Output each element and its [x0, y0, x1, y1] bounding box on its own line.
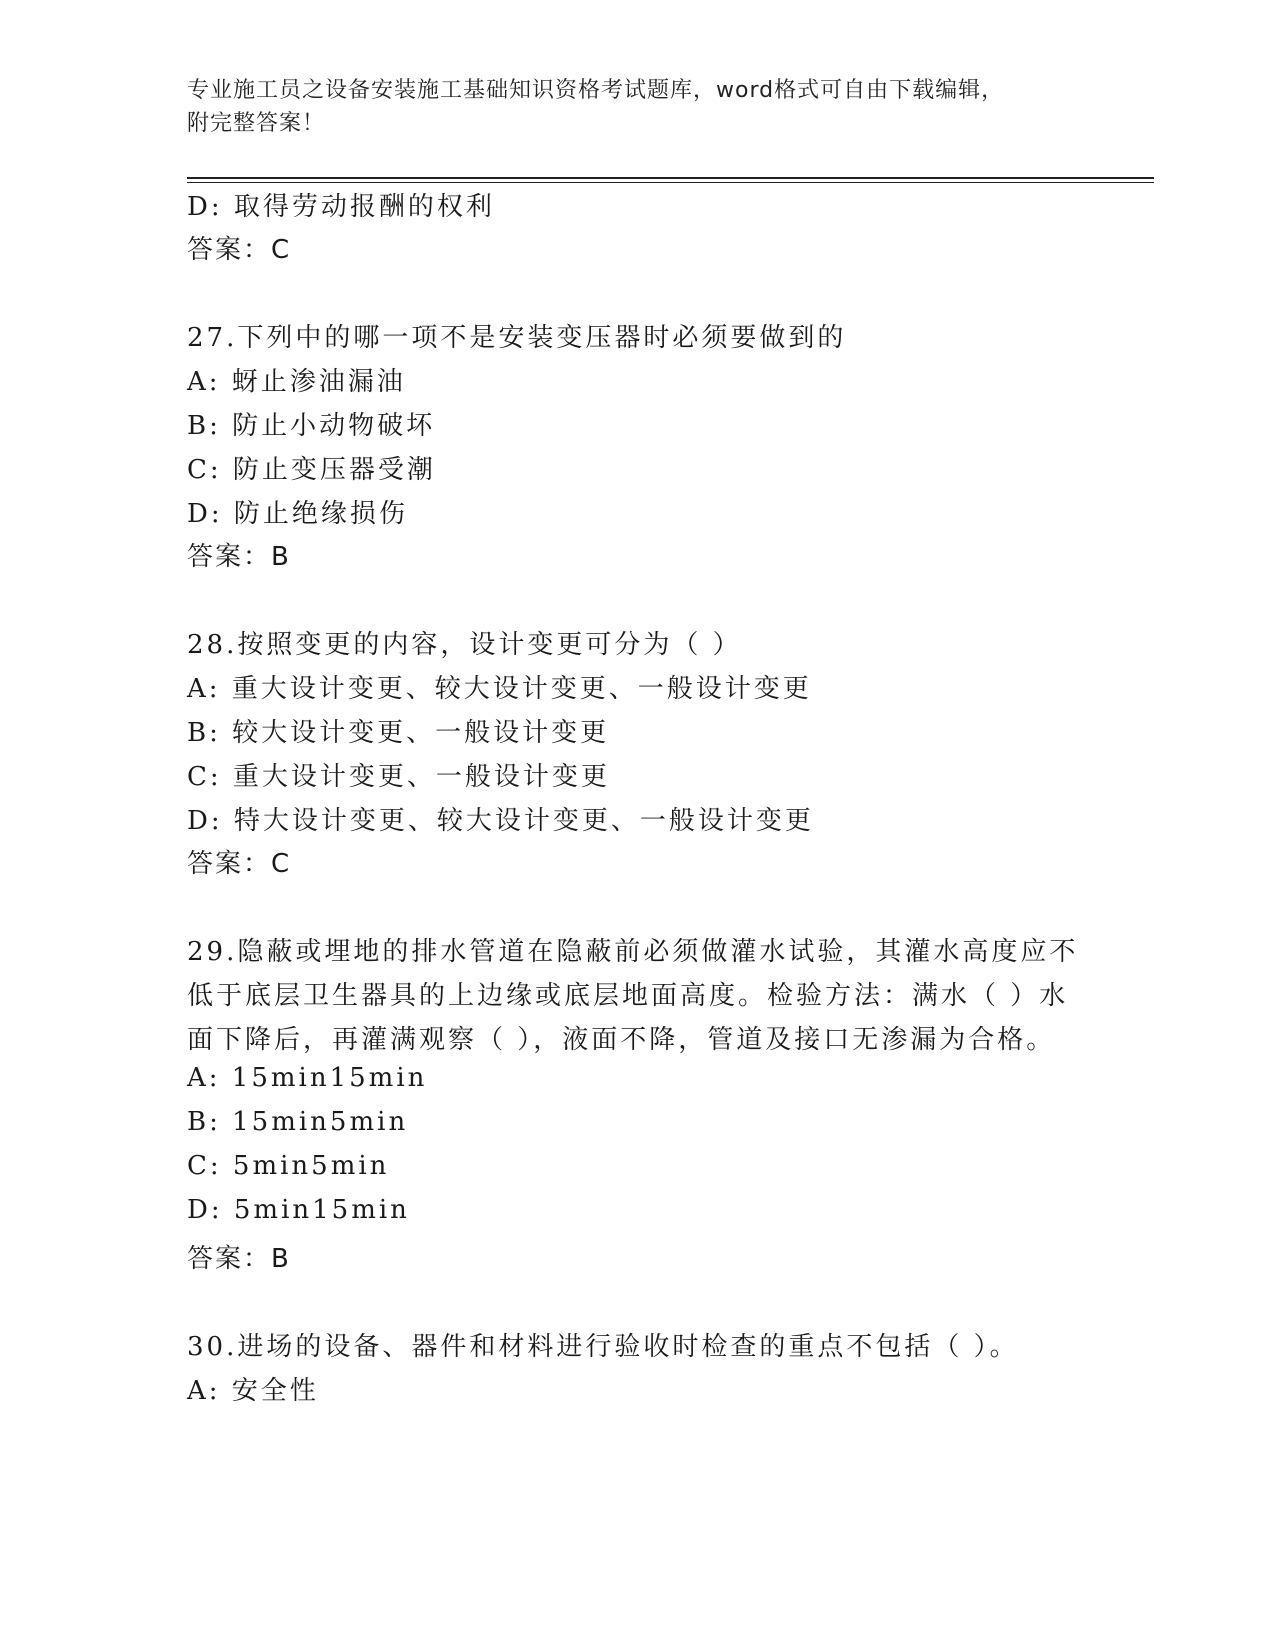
q28-option-a: A: 重大设计变更、较大设计变更、一般设计变更	[187, 674, 812, 704]
q28-option-b: B: 较大设计变更、一般设计变更	[187, 718, 610, 748]
q27-option-c: C: 防止变压器受潮	[187, 455, 436, 485]
document-header	[187, 74, 1087, 140]
q29-option-d: D: 5min15min	[187, 1195, 410, 1225]
header-divider-thick	[187, 177, 1154, 179]
q30-option-a: A: 安全性	[187, 1376, 319, 1406]
q28-option-c: C: 重大设计变更、一般设计变更	[187, 762, 610, 792]
q30-question: 30.进场的设备、器件和材料进行验收时检查的重点不包括（ ）。	[187, 1332, 1019, 1362]
q27-option-d: D: 防止绝缘损伤	[187, 499, 408, 529]
q27-option-b: B: 防止小动物破坏	[187, 411, 436, 441]
q28-question: 28.按照变更的内容，设计变更可分为（ ）	[187, 630, 742, 660]
q29-question-line-3: 面下降后，再灌满观察（ ），液面不降，管道及接口无渗漏为合格。	[187, 1025, 1056, 1055]
q28-answer: 答案：C	[187, 849, 292, 879]
q29-option-b: B: 15min5min	[187, 1107, 409, 1137]
q27-question: 27.下列中的哪一项不是安装变压器时必须要做到的	[187, 323, 847, 353]
q27-option-a: A: 蚜止渗油漏油	[187, 367, 406, 397]
header-divider-thin	[187, 182, 1154, 183]
header-line-2: 附完整答案！	[187, 111, 326, 136]
header-line-1: 专业施工员之设备安装施工基础知识资格考试题库，word格式可自由下载编辑，	[187, 78, 1005, 103]
q29-option-a: A: 15min15min	[187, 1063, 428, 1093]
q29-question-line-1: 29.隐蔽或埋地的排水管道在隐蔽前必须做灌水试验，其灌水高度应不	[187, 937, 1079, 967]
q29-answer: 答案：B	[187, 1244, 291, 1274]
q26-option-d: D: 取得劳动报酬的权利	[187, 192, 495, 222]
q27-answer: 答案：B	[187, 542, 291, 572]
q29-question-line-2: 低于底层卫生器具的上边缘或底层地面高度。检验方法：满水（ ）水	[187, 981, 1069, 1011]
q28-option-d: D: 特大设计变更、较大设计变更、一般设计变更	[187, 806, 814, 836]
q29-option-c: C: 5min5min	[187, 1151, 390, 1181]
q26-answer: 答案：C	[187, 235, 292, 265]
